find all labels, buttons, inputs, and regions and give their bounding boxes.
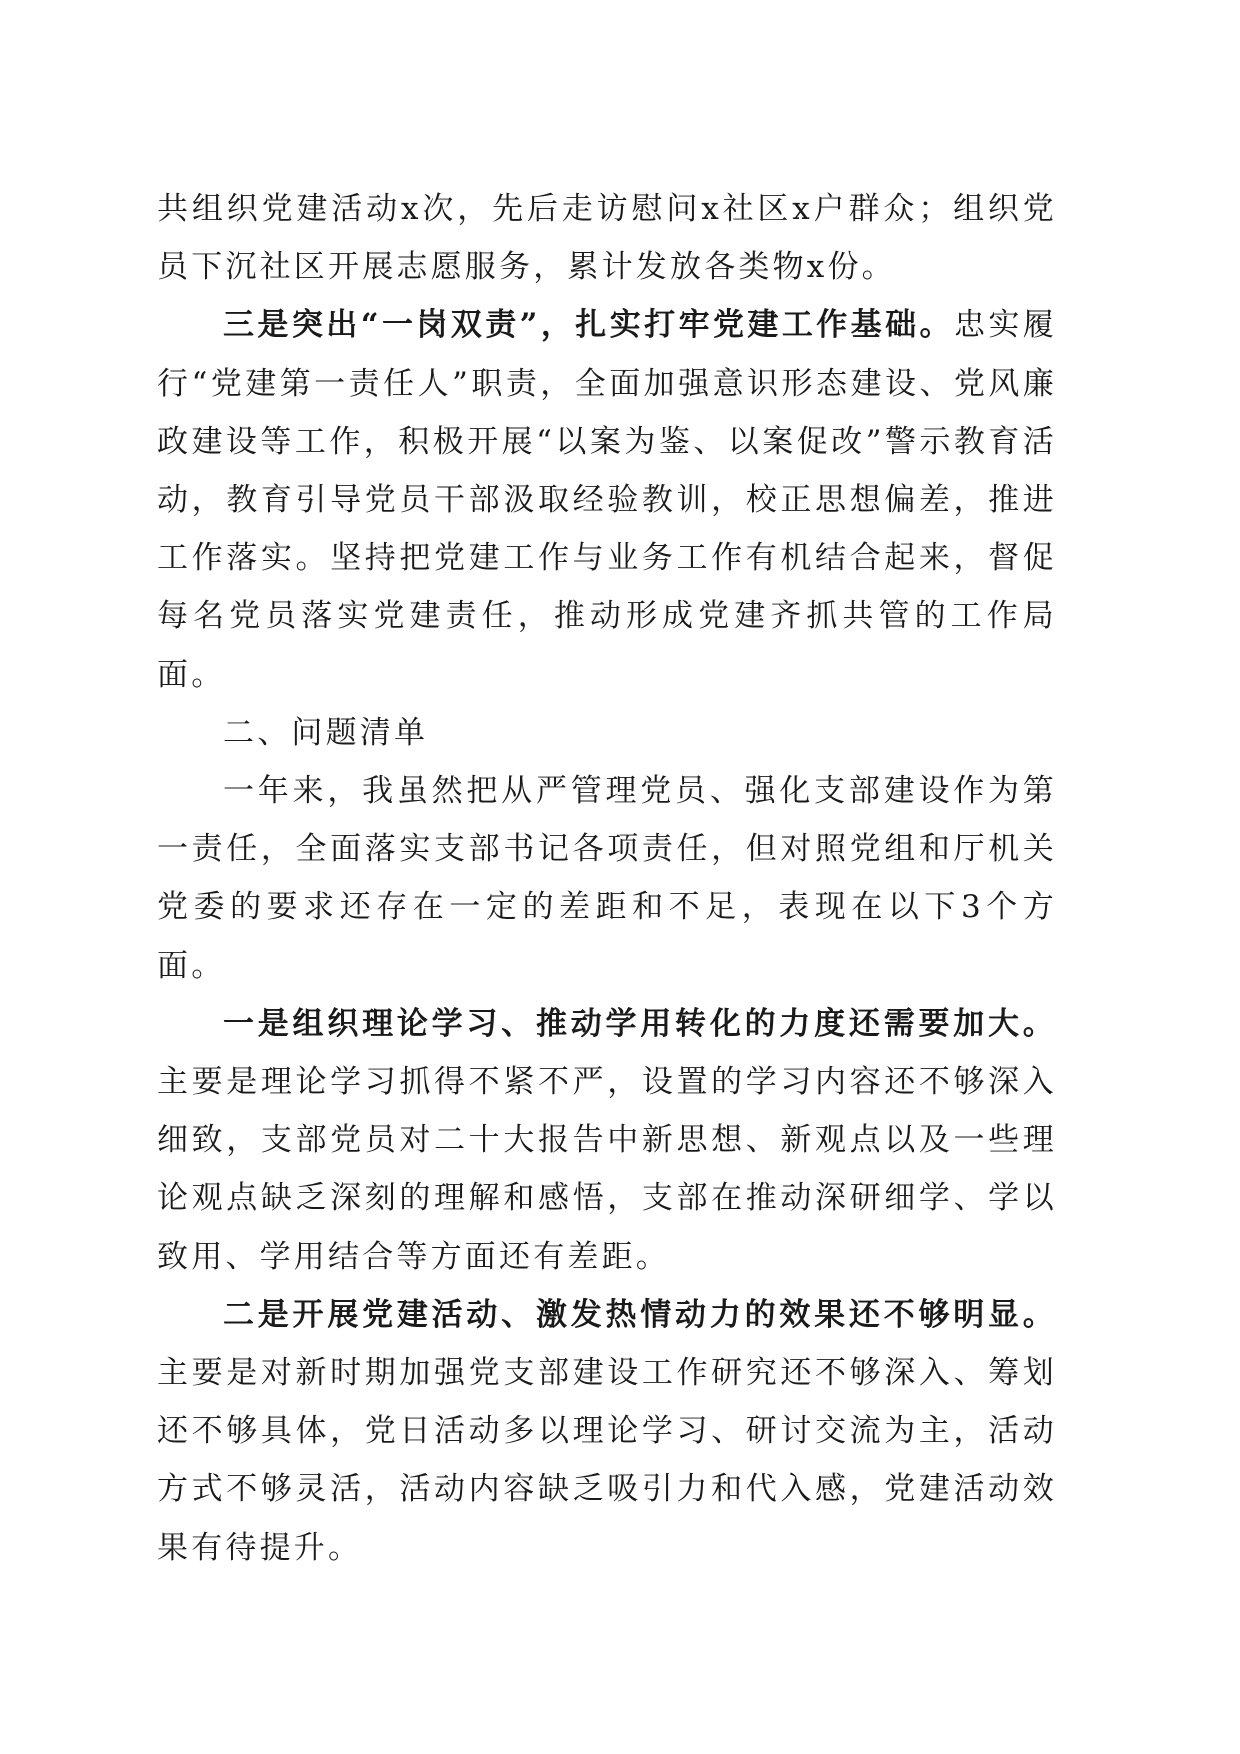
paragraph-problem-one: [157, 995, 1057, 1286]
paragraph-problem-one-title: 一是组织理论学习、推动学用转化的力度还需要加大。: [223, 1005, 1057, 1042]
document-body: [157, 180, 1057, 1577]
paragraph-problem-intro: 一年来，我虽然把从严管理党员、强化支部建设作为第一责任，全面落实支部书记各项责任，但对照党组和厅机关党委的要求还存在一定的差距和不足，表现在以下3个方面。: [157, 773, 1057, 984]
section-heading-problem-list: 二、问题清单: [223, 714, 429, 751]
paragraph-problem-two-text: 主要是对新时期加强党支部建设工作研究还不够深入、筹划还不够具体，党日活动多以理论学习、研讨交流为主，活动方式不够灵活，活动内容缺乏吸引力和代入感，党建活动效果有待提升。: [157, 1355, 1057, 1566]
paragraph-third-point-text: 忠实履行“党建第一责任人”职责，全面加强意识形态建设、党风廉政建设等工作，积极开展“以案为鉴、以案促改”警示教育活动，教育引导党员干部汲取经验教训，校正思想偏差，推进工作落实。坚持把党建工作与业务工作有机结合起来，督促每名党员落实党建责任，推动形成党建齐抓共管的工作局面。: [157, 307, 1057, 693]
paragraph-problem-two: [157, 1286, 1057, 1577]
paragraph-third-point: [157, 296, 1057, 703]
paragraph-problem-two-title: 二是开展党建活动、激发热情动力的效果还不够明显。: [223, 1296, 1057, 1333]
paragraph-continuation: 共组织党建活动x次，先后走访慰问x社区x户群众；组织党员下沉社区开展志愿服务，累计发放各类物x份。: [157, 191, 1057, 286]
paragraph-problem-one-text: 主要是理论学习抓得不紧不严，设置的学习内容还不够深入细致，支部党员对二十大报告中新思想、新观点以及一些理论观点缺乏深刻的理解和感悟，支部在推动深研细学、学以致用、学用结合等方面还有差距。: [157, 1064, 1057, 1275]
paragraph-third-point-title: 三是突出“一岗双责”，扎实打牢党建工作基础。: [223, 307, 954, 344]
